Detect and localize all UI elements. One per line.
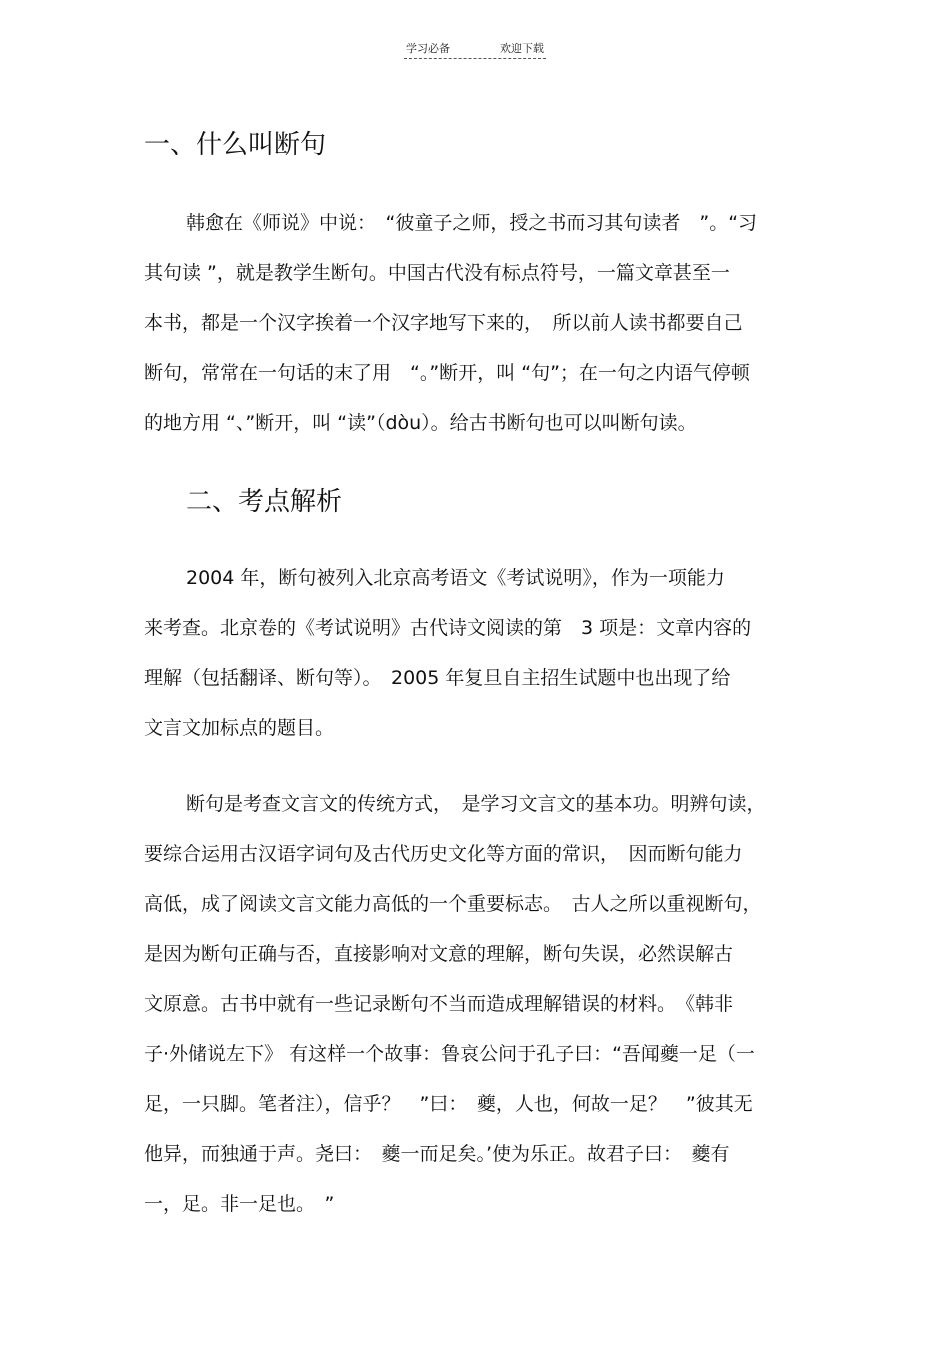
section2-para2-line: 他异，而独通于声。尧曰： 夔一而足矣。’使为乐正。故君子曰： 夔有 [144, 1143, 730, 1165]
section2-para2-line: 足，一只脚。笔者注），信乎？ ”曰： 夔，人也，何故一足？ ”彼其无 [144, 1093, 753, 1115]
header-note [404, 40, 546, 59]
page-header [0, 40, 950, 59]
section1-line: 韩愈在《师说》中说： “彼童子之师，授之书而习其句读者 ”。“习 [186, 212, 758, 234]
section2-para1-line: 来考查。北京卷的《考试说明》古代诗文阅读的第 3 项是：文章内容的 [144, 617, 752, 639]
section2-para2-line: 要综合运用古汉语字词句及古代历史文化等方面的常识， 因而断句能力 [144, 843, 743, 865]
section2-para1-line: 理解（包括翻译、断句等）。 2005 年复旦自主招生试题中也出现了给 [144, 667, 731, 689]
section2-heading: 二、考点解析 [186, 487, 343, 517]
section2-para1-line: 2004 年，断句被列入北京高考语文《考试说明》，作为一项能力 [186, 567, 725, 589]
section2-para2-line: 子·外储说左下》 有这样一个故事：鲁哀公问于孔子曰：“吾闻夔一足（一 [144, 1043, 755, 1065]
section1-line: 的地方用 “、”断开，叫 “读”（dòu）。给古书断句也可以叫断句读。 [144, 412, 697, 434]
section2-para2-line: 断句是考查文言文的传统方式， 是学习文言文的基本功。明辨句读， [186, 793, 766, 815]
section1-line: 其句读 ”，就是教学生断句。中国古代没有标点符号，一篇文章甚至一 [144, 262, 730, 284]
section2-para2-line: 一，足。非一足也。 ” [144, 1193, 335, 1215]
section2-para2-line: 高低，成了阅读文言文能力高低的一个重要标志。 古人之所以重视断句， [144, 893, 762, 915]
section2-para2-line: 是因为断句正确与否，直接影响对文意的理解，断句失误，必然误解古 [144, 943, 734, 965]
section2-para1-line: 文言文加标点的题目。 [144, 717, 335, 739]
header-right-text: 欢迎下载 [500, 42, 544, 55]
section2-para2-line: 文原意。古书中就有一些记录断句不当而造成理解错误的材料。 《韩非 [144, 993, 734, 1015]
header-left-text: 学习必备 [406, 42, 450, 55]
section1-line: 本书，都是一个汉字挨着一个汉字地写下来的， 所以前人读书都要自己 [144, 312, 743, 334]
section1-heading: 一、什么叫断句 [144, 130, 327, 160]
section1-line: 断句，常常在一句话的末了用 “。”断开，叫 “句”；在一句之内语气停顿 [144, 362, 750, 384]
